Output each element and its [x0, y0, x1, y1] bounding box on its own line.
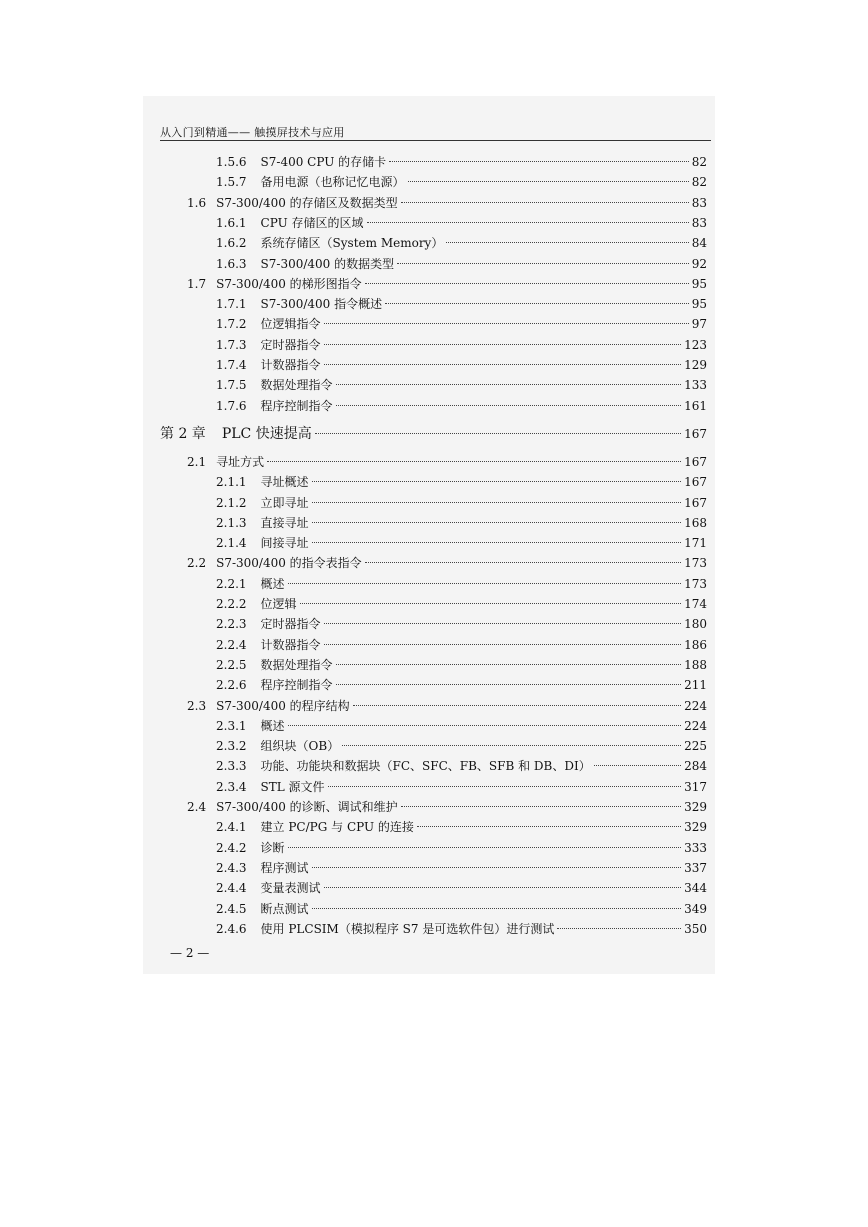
toc-entry-number: 2.1.2	[216, 495, 247, 510]
toc-entry-title: 间接寻址	[260, 536, 309, 551]
toc-entry-number: 2.1.3	[216, 515, 247, 530]
toc-entry-page: 92	[691, 256, 707, 271]
dot-leader	[417, 826, 681, 827]
toc-entry	[187, 696, 707, 716]
toc-entry-title: 寻址概述	[260, 475, 309, 490]
toc-entry-number: 1.6	[187, 195, 207, 210]
toc-entry-number: 1.7.4	[216, 358, 247, 372]
toc-entry-page: 84	[691, 236, 707, 251]
toc-entry-page: 97	[691, 317, 707, 332]
toc-entry	[216, 213, 707, 233]
toc-entry	[160, 422, 707, 446]
running-header: 从入门到精通—— 触摸屏技术与应用	[160, 126, 345, 139]
toc-entry-page: 173	[684, 576, 707, 591]
dot-leader	[267, 461, 681, 462]
dot-leader	[336, 384, 682, 385]
toc-entry-title: 功能、功能块和数据块（FC、SFC、FB、SFB 和 DB、DI）	[260, 759, 591, 774]
toc-entry-title: 直接寻址	[260, 515, 309, 530]
toc-entry-title: PLC 快速提高	[221, 425, 312, 442]
dot-leader	[324, 344, 682, 345]
toc-entry-title: CPU 存储区的区域	[260, 215, 364, 230]
dot-leader	[312, 867, 682, 868]
toc-entry-number: 2.4.5	[216, 901, 247, 916]
dot-leader	[367, 222, 689, 223]
dot-leader	[389, 161, 689, 162]
toc-entry-number: 1.7.3	[216, 337, 247, 352]
toc-entry-page: 174	[684, 597, 707, 611]
dot-leader	[300, 603, 682, 604]
toc-entry	[187, 193, 707, 213]
toc-entry-page: 133	[684, 378, 707, 393]
toc-entry-title: S7-300/400 指令概述	[260, 297, 383, 312]
toc-entry-title: 位逻辑指令	[260, 317, 321, 332]
toc-entry-number: 1.6.2	[216, 236, 247, 251]
toc-entry	[216, 817, 707, 837]
dot-leader	[288, 725, 682, 726]
toc-entry	[216, 493, 707, 513]
dot-leader	[324, 623, 682, 624]
toc-entry-title: 程序测试	[260, 860, 309, 875]
toc-entry-page: 211	[684, 678, 707, 693]
toc-entry-title: 计数器指令	[260, 358, 321, 372]
toc-entry-number: 2.3.3	[216, 759, 247, 774]
toc-entry	[216, 254, 707, 274]
dot-leader	[594, 765, 681, 766]
toc-entry-number: 1.6.1	[216, 215, 247, 230]
toc-entry	[187, 274, 707, 294]
toc-entry-title: 备用电源（也称记忆电源）	[260, 175, 405, 190]
toc-entry-title: 数据处理指令	[260, 657, 333, 672]
toc-entry-page: 167	[684, 495, 707, 510]
toc-entry-number: 2.2.2	[216, 597, 247, 611]
toc-entry	[216, 396, 707, 416]
toc-entry-page: 186	[684, 637, 707, 652]
dot-leader	[312, 522, 682, 523]
toc-entry-number: 2.4.6	[216, 921, 247, 936]
toc-entry-page: 123	[684, 337, 707, 352]
dot-leader	[312, 908, 682, 909]
toc-entry-number: 2.2.5	[216, 657, 247, 672]
toc-entry-number: 2.2	[187, 556, 207, 571]
toc-entry-number: 1.7.5	[216, 378, 247, 393]
toc-entry-page: 167	[684, 426, 707, 441]
toc-entry-number: 2.3.4	[216, 779, 247, 794]
dot-leader	[342, 745, 681, 746]
toc-entry-page: 344	[684, 881, 707, 896]
toc-entry-number: 2.4.1	[216, 820, 247, 835]
toc-entry	[216, 533, 707, 553]
toc-entry	[216, 614, 707, 634]
toc-entry-title: S7-300/400 的数据类型	[260, 256, 395, 271]
header-rule	[160, 140, 711, 141]
toc-entry	[216, 838, 707, 858]
toc-entry	[216, 513, 707, 533]
toc-entry-title: S7-300/400 的梯形图指令	[216, 276, 362, 291]
dot-leader	[353, 705, 681, 706]
toc-entry-title: 程序控制指令	[260, 678, 333, 693]
toc-entry	[216, 716, 707, 736]
toc-entry-title: 寻址方式	[216, 454, 265, 469]
toc-entry-page: 188	[684, 657, 707, 672]
toc-entry	[216, 635, 707, 655]
toc-entry-page: 129	[684, 358, 707, 372]
dot-leader	[315, 433, 681, 434]
toc-entry-title: 程序控制指令	[260, 398, 333, 413]
dot-leader	[336, 405, 682, 406]
toc-entry	[216, 858, 707, 878]
toc-entry-title: 使用 PLCSIM（模拟程序 S7 是可选软件包）进行测试	[260, 921, 555, 936]
toc-entry-number: 2.1.1	[216, 475, 247, 490]
toc-entry-title: 变量表测试	[260, 881, 321, 896]
toc-entry	[216, 736, 707, 756]
toc-entry-title: 组织块（OB）	[260, 739, 340, 754]
toc-entry-title: 定时器指令	[260, 337, 321, 352]
dot-leader	[324, 644, 682, 645]
toc-entry-number: 1.7	[187, 276, 207, 291]
dot-leader	[446, 242, 688, 243]
dot-leader	[288, 847, 682, 848]
toc-entry	[216, 335, 707, 355]
toc-entry-number: 1.5.6	[216, 155, 247, 169]
toc-entry-page: 171	[684, 536, 707, 551]
toc-entry	[216, 594, 707, 614]
toc-entry-number: 第 2 章	[160, 425, 206, 442]
toc-entry	[187, 452, 707, 472]
toc-entry-page: 173	[684, 556, 707, 571]
toc-entry-number: 2.3	[187, 698, 207, 713]
dot-leader	[385, 303, 689, 304]
toc-entry-number: 1.7.1	[216, 297, 247, 312]
dot-leader	[312, 542, 682, 543]
dot-leader	[397, 263, 689, 264]
toc-entry-number: 2.2.6	[216, 678, 247, 693]
toc-entry-title: 定时器指令	[260, 617, 321, 632]
toc-entry-title: 诊断	[260, 840, 285, 855]
toc-entry-page: 161	[684, 398, 707, 413]
toc-entry-number: 2.4.4	[216, 881, 247, 896]
toc-entry-number: 2.2.3	[216, 617, 247, 632]
toc-entry-number: 2.4.2	[216, 840, 247, 855]
toc-entry-page: 317	[684, 779, 707, 794]
toc-entry	[216, 899, 707, 919]
toc-entry-page: 224	[684, 718, 707, 733]
dot-leader	[401, 806, 681, 807]
toc-entry-number: 2.2.4	[216, 637, 247, 652]
toc-entry-page: 167	[684, 454, 707, 469]
toc-entry-page: 333	[684, 840, 707, 855]
toc-entry-page: 225	[684, 739, 707, 754]
toc-entry-title: S7-300/400 的程序结构	[216, 698, 350, 713]
toc-entry-page: 337	[684, 860, 707, 875]
toc-entry-number: 1.6.3	[216, 256, 247, 271]
toc-entry-number: 2.1.4	[216, 536, 247, 551]
toc-entry-number: 2.4.3	[216, 860, 247, 875]
toc-entry-page: 168	[684, 515, 707, 530]
toc-entry	[216, 756, 707, 776]
toc-entry-page: 180	[684, 617, 707, 632]
dot-leader	[324, 323, 689, 324]
dot-leader	[312, 502, 682, 503]
toc-entry	[216, 314, 707, 334]
toc-entry-page: 224	[684, 698, 707, 713]
page-number: — 2 —	[170, 946, 210, 960]
toc-entry	[216, 233, 707, 253]
toc-entry-title: 数据处理指令	[260, 378, 333, 393]
toc-entry-number: 2.2.1	[216, 576, 247, 591]
toc-entry-page: 284	[684, 759, 707, 774]
toc-entry	[216, 375, 707, 395]
toc-entry	[187, 553, 707, 573]
toc-entry-page: 95	[691, 276, 707, 291]
toc-entry	[216, 777, 707, 797]
dot-leader	[312, 481, 682, 482]
toc-entry-title: 计数器指令	[260, 637, 321, 652]
toc-entry-number: 2.3.1	[216, 718, 247, 733]
toc-entry-title: S7-300/400 的诊断、调试和维护	[216, 800, 398, 814]
toc-entry-number: 1.7.6	[216, 398, 247, 413]
toc-entry	[216, 675, 707, 695]
toc-entry-page: 167	[684, 475, 707, 490]
toc-entry-title: 系统存储区（System Memory）	[260, 236, 444, 251]
toc-entry-title: 概述	[260, 718, 285, 733]
toc-entry	[216, 878, 707, 898]
toc-entry	[187, 797, 707, 817]
toc-entry-title: S7-300/400 的指令表指令	[216, 556, 362, 571]
dot-leader	[336, 684, 682, 685]
toc-entry-title: S7-300/400 的存储区及数据类型	[216, 195, 398, 210]
toc-entry	[216, 172, 707, 192]
toc-entry	[216, 294, 707, 314]
toc-entry-page: 83	[691, 195, 707, 210]
dot-leader	[365, 283, 689, 284]
toc-entry-page: 83	[691, 215, 707, 230]
toc-entry-title: 断点测试	[260, 901, 309, 916]
toc-entry-page: 82	[691, 155, 707, 169]
toc-entry-page: 349	[684, 901, 707, 916]
toc-entry	[216, 655, 707, 675]
dot-leader	[328, 786, 682, 787]
toc-entry-page: 82	[691, 175, 707, 190]
toc-entry	[216, 919, 707, 939]
toc-entry-number: 2.3.2	[216, 739, 247, 754]
dot-leader	[324, 364, 682, 365]
toc-entry-page: 350	[684, 921, 707, 936]
toc-entry-title: S7-400 CPU 的存储卡	[260, 155, 387, 169]
toc-entry-page: 329	[684, 820, 707, 835]
toc-entry-title: 立即寻址	[260, 495, 309, 510]
dot-leader	[324, 887, 682, 888]
dot-leader	[401, 202, 689, 203]
dot-leader	[336, 664, 682, 665]
toc-entry-page: 329	[684, 800, 707, 814]
toc-entry-number: 1.7.2	[216, 317, 247, 332]
toc-entry	[216, 472, 707, 492]
toc-entry-number: 2.4	[187, 800, 207, 814]
toc-entry-title: 概述	[260, 576, 285, 591]
toc-entry-title: 位逻辑	[260, 597, 297, 611]
toc-entry	[216, 355, 707, 375]
toc-entry-title: STL 源文件	[260, 779, 325, 794]
dot-leader	[408, 181, 689, 182]
toc-entry	[216, 574, 707, 594]
toc-entry-number: 1.5.7	[216, 175, 247, 190]
toc-entry-number: 2.1	[187, 454, 207, 469]
dot-leader	[288, 583, 682, 584]
toc-entry-page: 95	[691, 297, 707, 312]
toc-entry-title: 建立 PC/PG 与 CPU 的连接	[260, 820, 414, 835]
toc-entry	[216, 152, 707, 172]
dot-leader	[557, 928, 681, 929]
dot-leader	[365, 562, 681, 563]
